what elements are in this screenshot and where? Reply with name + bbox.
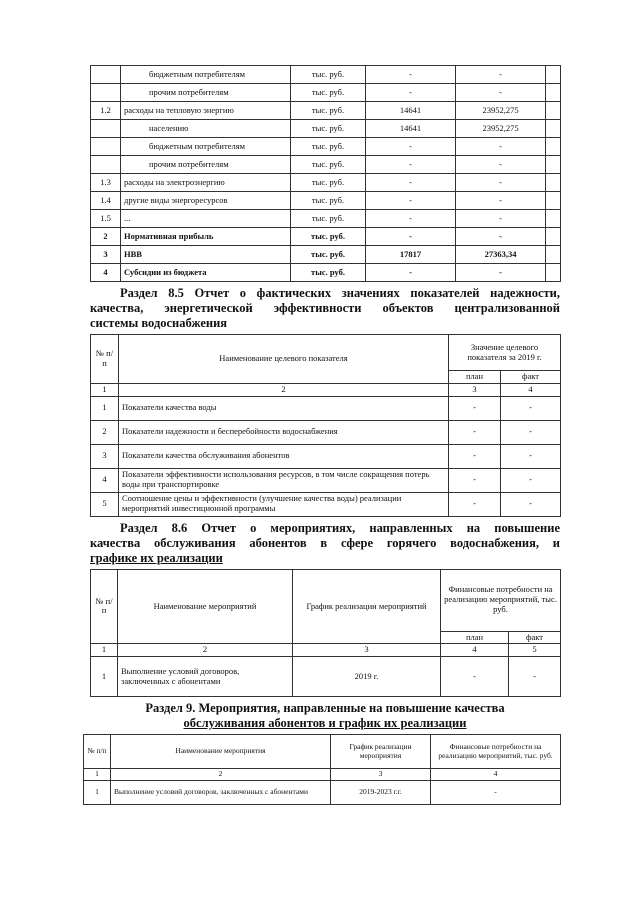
cell-num <box>91 66 121 84</box>
cell-num <box>91 84 121 102</box>
header-name: Наименование мероприятий <box>118 569 293 644</box>
cell-num: 3 <box>91 246 121 264</box>
cell-empty <box>546 156 561 174</box>
cell-fact: - <box>501 444 561 468</box>
cell-unit: тыс. руб. <box>291 84 366 102</box>
cell-name: Субсидии из бюджета <box>121 264 291 282</box>
cell-name: прочим потребителям <box>121 84 291 102</box>
cell-empty <box>546 210 561 228</box>
cell-num <box>91 156 121 174</box>
cell-name: Показатели надежности и бесперебойности водоснабжения <box>119 420 449 444</box>
table-row <box>91 420 561 444</box>
table-row <box>91 66 561 84</box>
measures-table <box>90 569 561 698</box>
cell-name: Показатели качества обслуживания абонентов <box>119 444 449 468</box>
cell-num: 2 <box>91 420 119 444</box>
cell-num: 4 <box>91 264 121 282</box>
cell-v2: - <box>456 228 546 246</box>
table-row <box>84 780 561 804</box>
cell-v2: - <box>456 66 546 84</box>
col-num: 2 <box>118 644 293 657</box>
table-row <box>91 492 561 516</box>
cell-empty <box>546 84 561 102</box>
cell-fact: - <box>501 396 561 420</box>
cell-plan: - <box>449 420 501 444</box>
cell-v2: - <box>456 174 546 192</box>
header-num: № п/п <box>91 335 119 384</box>
cost-table <box>90 65 561 282</box>
header-value: Значение целевого показателя за 2019 г. <box>449 335 561 371</box>
cell-v2: 23952,275 <box>456 102 546 120</box>
table-row <box>91 444 561 468</box>
col-num: 4 <box>441 644 509 657</box>
table-row <box>91 120 561 138</box>
cell-v1: 17817 <box>366 246 456 264</box>
col-num: 1 <box>91 383 119 396</box>
cell-plan: - <box>449 444 501 468</box>
header-num: № п/п <box>91 569 118 644</box>
cell-name: бюджетным потребителям <box>121 138 291 156</box>
table-row <box>91 156 561 174</box>
cell-schedule: 2019 г. <box>293 657 441 697</box>
cell-empty <box>546 228 561 246</box>
cell-num: 1 <box>91 657 118 697</box>
indicators-table <box>90 334 561 517</box>
cell-name: Выполнение условий договоров, заключенных с абонентами <box>118 657 293 697</box>
cell-name: Показатели качества воды <box>119 396 449 420</box>
table-row <box>91 84 561 102</box>
cell-empty <box>546 192 561 210</box>
table-row <box>91 192 561 210</box>
cell-v1: - <box>366 138 456 156</box>
cell-num: 1 <box>84 780 111 804</box>
cell-v1: - <box>366 174 456 192</box>
header-name: Наименование целевого показателя <box>119 335 449 384</box>
cell-empty <box>546 246 561 264</box>
header-finance: Финансовые потребности на реализацию мероприятий, тыс. руб. <box>441 569 561 631</box>
cell-name: населению <box>121 120 291 138</box>
cell-name: ... <box>121 210 291 228</box>
col-num: 2 <box>111 769 331 781</box>
cell-schedule: 2019-2023 г.г. <box>331 780 431 804</box>
cell-v2: - <box>456 192 546 210</box>
cell-empty <box>546 66 561 84</box>
cell-unit: тыс. руб. <box>291 246 366 264</box>
table-row <box>91 174 561 192</box>
cell-name: Показатели эффективности использования ресурсов, в том числе сокращения потерь воды при транспортировке <box>119 468 449 492</box>
title-line: Раздел 8.5 Отчет о фактических значениях показателей надежности, <box>120 286 560 300</box>
cell-v2: 27363,34 <box>456 246 546 264</box>
header-fact: факт <box>501 371 561 384</box>
cell-v1: - <box>366 264 456 282</box>
cell-num <box>91 120 121 138</box>
table-row <box>91 210 561 228</box>
cell-v1: - <box>366 84 456 102</box>
cell-num: 5 <box>91 492 119 516</box>
col-num: 4 <box>501 383 561 396</box>
cell-unit: тыс. руб. <box>291 66 366 84</box>
header-name: Наименование мероприятия <box>111 735 331 769</box>
cell-name: прочим потребителям <box>121 156 291 174</box>
cell-v2: - <box>456 84 546 102</box>
header-fact: факт <box>509 631 561 644</box>
cell-fact: - <box>509 657 561 697</box>
cell-name: Нормативная прибыль <box>121 228 291 246</box>
cell-v1: - <box>366 156 456 174</box>
cell-num: 3 <box>91 444 119 468</box>
table-row <box>91 228 561 246</box>
cell-empty <box>546 138 561 156</box>
section-9-table <box>83 734 561 805</box>
cell-v2: 23952,275 <box>456 120 546 138</box>
cell-plan: - <box>441 657 509 697</box>
col-num: 5 <box>509 644 561 657</box>
col-num: 1 <box>84 769 111 781</box>
cell-v2: - <box>456 138 546 156</box>
cell-num: 4 <box>91 468 119 492</box>
title-line: графике их реализации <box>90 550 223 565</box>
cell-empty <box>546 264 561 282</box>
cell-name: расходы на электроэнергию <box>121 174 291 192</box>
header-schedule: График реализации мероприятия <box>331 735 431 769</box>
col-num: 3 <box>331 769 431 781</box>
cell-unit: тыс. руб. <box>291 192 366 210</box>
table-row <box>91 468 561 492</box>
cell-v1: 14641 <box>366 102 456 120</box>
cell-v1: 14641 <box>366 120 456 138</box>
cell-empty <box>546 174 561 192</box>
header-plan: план <box>441 631 509 644</box>
table-row <box>91 102 561 120</box>
section-9-title <box>90 701 560 731</box>
cell-num: 1 <box>91 396 119 420</box>
cell-name: Соотношение цены и эффективности (улучшение качества воды) реализации мероприятий инвестиционной программы <box>119 492 449 516</box>
cell-name: Выполнение условий договоров, заключенных с абонентами <box>111 780 331 804</box>
cell-name: НВВ <box>121 246 291 264</box>
cell-name: другие виды энергоресурсов <box>121 192 291 210</box>
cell-unit: тыс. руб. <box>291 174 366 192</box>
cell-plan: - <box>449 468 501 492</box>
cell-fact: - <box>501 492 561 516</box>
cell-finance: - <box>431 780 561 804</box>
col-num: 4 <box>431 769 561 781</box>
col-num: 3 <box>449 383 501 396</box>
title-line: качества, энергетической эффективности объектов централизованной <box>90 301 560 315</box>
title-line: Раздел 9. Мероприятия, направленные на повышение качества <box>145 701 505 716</box>
header-schedule: График реализации мероприятий <box>293 569 441 644</box>
cell-name: расходы на тепловую энергию <box>121 102 291 120</box>
col-num: 2 <box>119 383 449 396</box>
cell-unit: тыс. руб. <box>291 102 366 120</box>
cell-num <box>91 138 121 156</box>
col-num: 3 <box>293 644 441 657</box>
cell-unit: тыс. руб. <box>291 156 366 174</box>
cell-v1: - <box>366 192 456 210</box>
cell-num: 1.5 <box>91 210 121 228</box>
col-num: 1 <box>91 644 118 657</box>
header-num: № п/п <box>84 735 111 769</box>
cell-num: 2 <box>91 228 121 246</box>
table-row <box>91 396 561 420</box>
cell-unit: тыс. руб. <box>291 264 366 282</box>
cell-plan: - <box>449 396 501 420</box>
cell-fact: - <box>501 420 561 444</box>
title-line: Раздел 8.6 Отчет о мероприятиях, направленных на повышение <box>120 520 560 535</box>
cell-unit: тыс. руб. <box>291 228 366 246</box>
cell-v2: - <box>456 156 546 174</box>
header-plan: план <box>449 371 501 384</box>
cell-v1: - <box>366 66 456 84</box>
cell-num: 1.3 <box>91 174 121 192</box>
cell-fact: - <box>501 468 561 492</box>
cell-v2: - <box>456 210 546 228</box>
cell-v2: - <box>456 264 546 282</box>
title-line: системы водоснабжения <box>90 316 228 330</box>
section-8-5-title <box>90 286 560 331</box>
cell-unit: тыс. руб. <box>291 210 366 228</box>
cell-v1: - <box>366 228 456 246</box>
cell-unit: тыс. руб. <box>291 120 366 138</box>
section-8-6-title <box>90 521 560 566</box>
title-line: качества обслуживания абонентов в сфере горячего водоснабжения, и <box>90 535 560 550</box>
title-line: обслуживания абонентов и график их реализации <box>183 716 467 731</box>
table-row <box>91 264 561 282</box>
cell-name: бюджетным потребителям <box>121 66 291 84</box>
header-finance: Финансовые потребности на реализацию мероприятий, тыс. руб. <box>431 735 561 769</box>
cell-v1: - <box>366 210 456 228</box>
cell-empty <box>546 102 561 120</box>
table-row <box>91 657 561 697</box>
cell-num: 1.4 <box>91 192 121 210</box>
cell-plan: - <box>449 492 501 516</box>
cell-num: 1.2 <box>91 102 121 120</box>
cell-unit: тыс. руб. <box>291 138 366 156</box>
table-row <box>91 138 561 156</box>
table-row <box>91 246 561 264</box>
cell-empty <box>546 120 561 138</box>
